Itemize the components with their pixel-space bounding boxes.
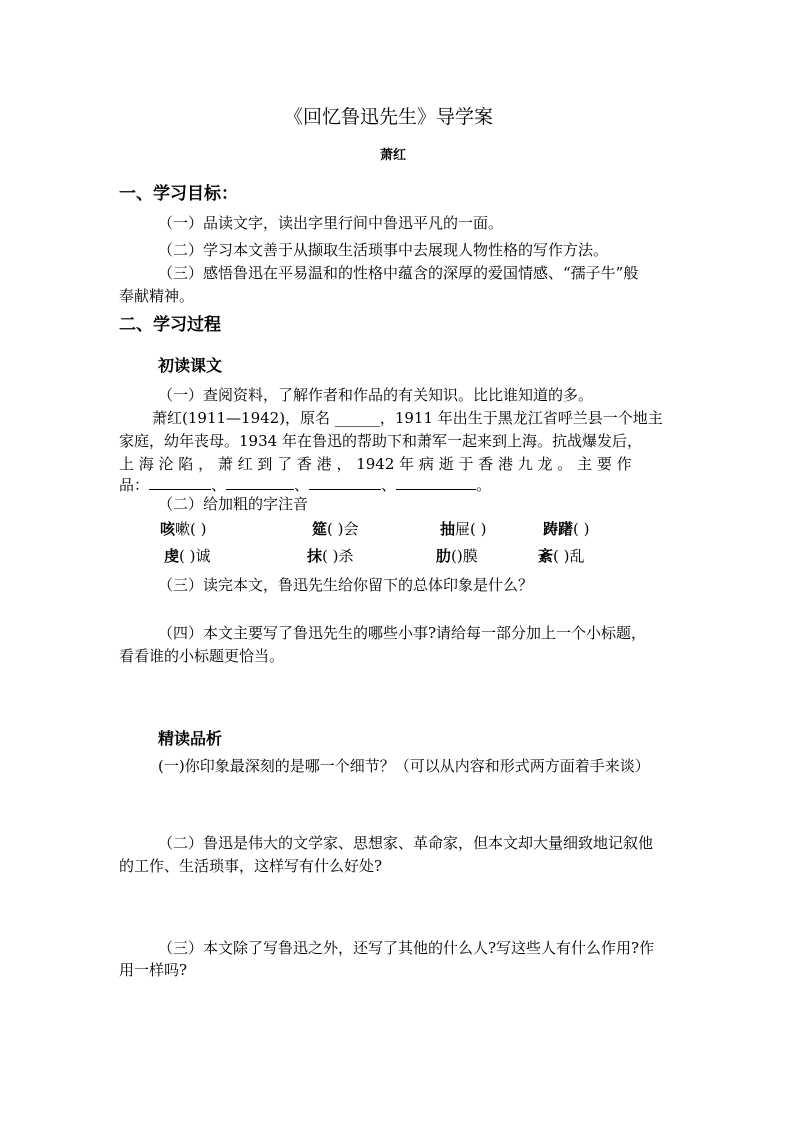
pinyin-blank: ( )杀 [322,547,354,565]
pinyin-blank: ()膜 [451,547,478,565]
subheading-close-reading: 精读品析 [158,729,223,748]
works-end: 。 [476,476,492,494]
pinyin-blank: ( )诚 [179,547,211,565]
question-close-3-line-1: （三）本文除了写鲁迅之外，还写了其他的什么人?写这些人有什么作用?作 [158,939,655,957]
pinyin-item [543,522,590,537]
question-close-2-line-2: 的工作、生活琐事，这样写有什么好处? [119,857,383,875]
goal-1: （一）品读文字，读出字里行间中鲁迅平凡的一面。 [158,214,504,232]
question-close-3-line-2: 用一样吗? [119,961,188,979]
pinyin-blank: 屉( ) [455,520,487,538]
pinyin-blank: 嗽( ) [175,520,207,538]
works-blank-3[interactable] [309,488,381,490]
pinyin-item [436,549,478,564]
pinyin-item [538,549,585,564]
pinyin-bold-char: 筵 [312,520,328,538]
goal-3-line-2: 奉献精神。 [119,287,195,305]
pinyin-item [164,549,211,564]
question-close-2-line-1: （二）鲁迅是伟大的文学家、思想家、革命家，但本文却大量细致地记叙他 [158,834,654,852]
works-blank-2[interactable] [226,488,294,490]
section-heading-process: 二、学习过程 [119,315,221,335]
pinyin-item [440,522,487,537]
pinyin-bold-char: 紊 [538,547,554,565]
pinyin-bold-char: 肋 [436,547,452,565]
pinyin-blank: ( )会 [327,520,359,538]
pinyin-bold-char: 咳 [160,520,176,538]
question-close-1: (一)你印象最深刻的是哪一个细节？（可以从内容和形式两方面着手来谈） [158,757,650,775]
section-heading-goals: 一、学习目标： [119,184,238,204]
goal-3-line-1: （三）感悟鲁迅在平易温和的性格中蕴含的深厚的爱国情感、“孺子牛”般 [158,264,639,282]
pinyin-item [160,522,207,537]
pinyin-bold-char: 虔 [164,547,180,565]
page-title: 《回忆鲁迅先生》导学案 [284,106,494,128]
pinyin-bold-char: 抹 [307,547,323,565]
question-first-2: （二）给加粗的字注音 [158,495,309,513]
works-blank-1[interactable] [149,488,211,490]
works-blank-4[interactable] [396,488,476,490]
question-first-1: （一）查阅资料，了解作者和作品的有关知识。比比谁知道的多。 [158,386,594,404]
author-name: 萧红 [380,148,407,163]
bio-line-4 [119,478,491,493]
question-first-3: （三）读完本文，鲁迅先生给你留下的总体印象是什么？ [158,576,534,594]
bio-line-2: 家庭，幼年丧母。1934 年在鲁迅的帮助下和萧军一起来到上海。抗战爆发后， [119,432,642,450]
question-first-4-line-1: （四）本文主要写了鲁迅先生的哪些小事?请给每一部分加上一个小标题， [158,624,647,642]
subheading-first-reading: 初读课文 [158,356,223,375]
pinyin-blank: ( )乱 [553,547,585,565]
pinyin-item [312,522,359,537]
bio-line-3: 上 海 沦 陷 ， 萧 红 到 了 香 港 ， 1942 年 病 逝 于 香 港 九 龙 。 主 要 作 [119,455,632,473]
pinyin-item [307,549,354,564]
works-label: 品： [119,476,150,494]
pinyin-bold-char: 踌躇 [543,520,574,538]
pinyin-blank: ( ) [573,520,590,538]
works-separator: 、 [294,476,310,494]
question-first-4-line-2: 看看谁的小标题更恰当。 [119,647,285,665]
works-separator: 、 [211,476,227,494]
bio-line-1: 萧红(1911—1942)，原名 ______，1911 年出生于黑龙江省呼兰县一个地主 [152,409,663,427]
works-separator: 、 [381,476,397,494]
pinyin-bold-char: 抽 [440,520,456,538]
goal-2: （二）学习本文善于从撷取生活琐事中去展现人物性格的写作方法。 [158,241,609,259]
